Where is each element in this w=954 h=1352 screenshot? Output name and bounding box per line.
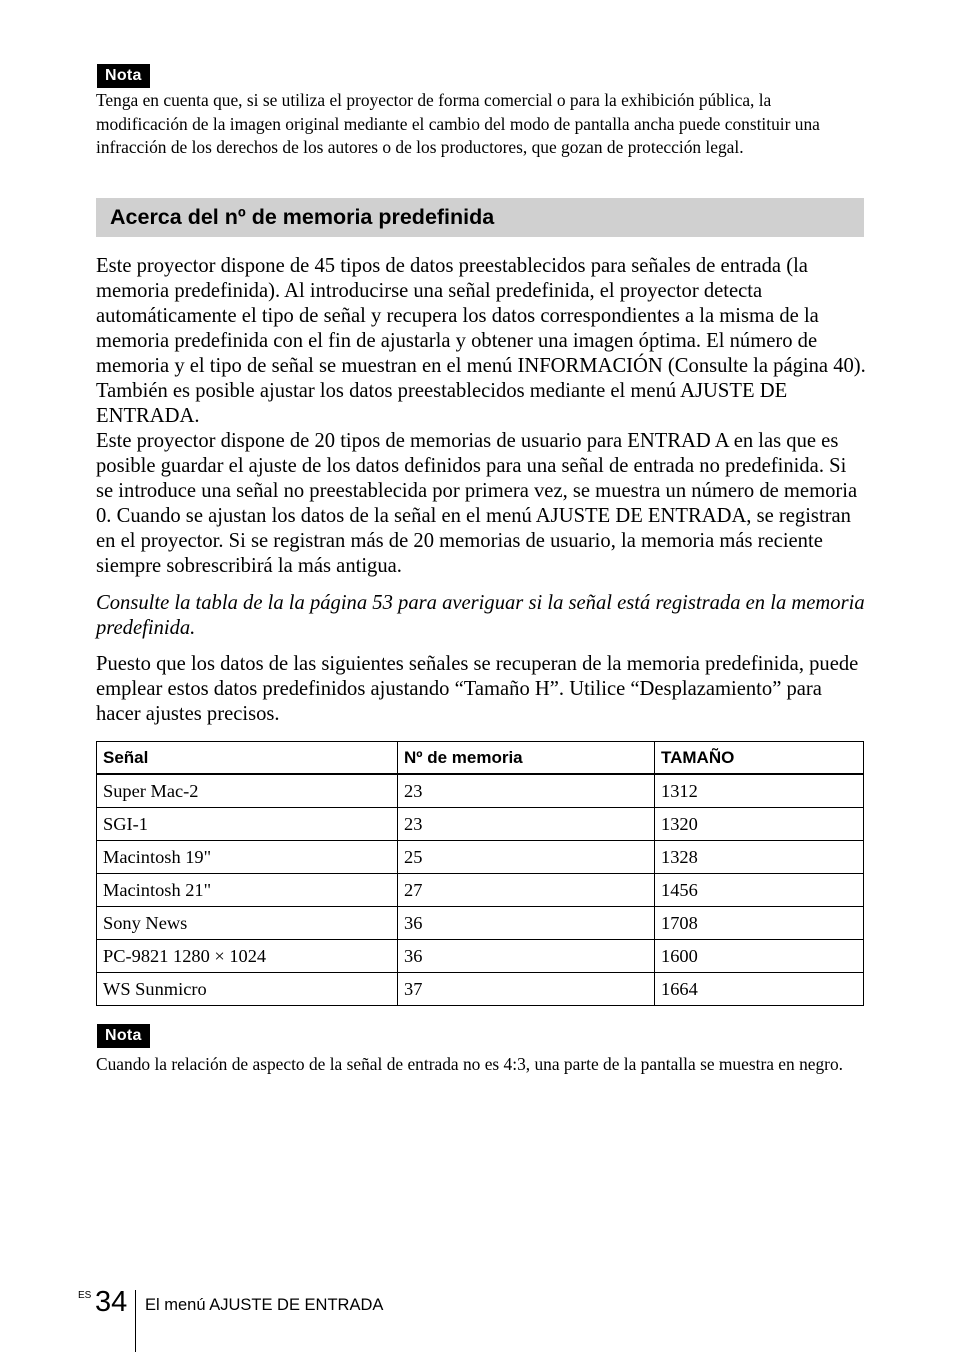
table-cell: 1328 bbox=[655, 841, 864, 874]
table-row bbox=[97, 973, 864, 1006]
table-cell: 23 bbox=[398, 774, 655, 808]
section-header bbox=[96, 198, 864, 237]
table-cell: 36 bbox=[398, 907, 655, 940]
note-text: Tenga en cuenta que, si se utiliza el proyector de forma comercial o para la exhibición pública, la modificación de la imagen original mediante el cambio del modo de pantalla ancha puede constituir una infracción de los derechos de los autores o de los productores, que gozan de protección legal. bbox=[96, 90, 820, 157]
table-cell: 25 bbox=[398, 841, 655, 874]
table-cell: SGI-1 bbox=[97, 808, 398, 841]
note-badge: Nota bbox=[97, 64, 150, 88]
header-cell: Señal bbox=[97, 742, 398, 775]
section-title: Acerca del nº de memoria predefinida bbox=[110, 205, 495, 229]
table-cell: 1708 bbox=[655, 907, 864, 940]
table-cell: PC-9821 1280 × 1024 bbox=[97, 940, 398, 973]
paragraph: Este proyector dispone de 45 tipos de datos preestablecidos para señales de entrada (la memoria predefinida). Al introducirse una señal predefinida, el proyector detecta automáticamente el tipo de señal y recupera los datos correspondientes a la misma de la memoria predefinida con el fin de ajustarla y obtener una imagen óptima. El número de memoria y el tipo de señal se muestran en el menú INFORMACIÓN (Consulte la página 40). También es posible ajustar los datos preestablecidos mediante el menú AJUSTE DE ENTRADA. bbox=[96, 255, 866, 427]
table-row bbox=[97, 774, 864, 808]
table-cell: 1664 bbox=[655, 973, 864, 1006]
table-cell: 1600 bbox=[655, 940, 864, 973]
table-cell: 1312 bbox=[655, 774, 864, 808]
page-number: 34 bbox=[95, 1286, 128, 1318]
table-cell: Sony News bbox=[97, 907, 398, 940]
table-row bbox=[97, 940, 864, 973]
header-cell: Nº de memoria bbox=[398, 742, 655, 775]
table-cell: Macintosh 21" bbox=[97, 874, 398, 907]
table-row bbox=[97, 841, 864, 874]
table-cell: 23 bbox=[398, 808, 655, 841]
body-paragraph-3 bbox=[96, 652, 866, 727]
table-cell: 37 bbox=[398, 973, 655, 1006]
table-cell: 36 bbox=[398, 940, 655, 973]
note-text: Cuando la relación de aspecto de la señal de entrada no es 4:3, una parte de la pantalla se muestra en negro. bbox=[96, 1054, 844, 1074]
footer-title: El menú AJUSTE DE ENTRADA bbox=[145, 1296, 384, 1314]
signal-table bbox=[96, 741, 864, 1006]
table-row bbox=[97, 808, 864, 841]
italic-note-text: Consulte la tabla de la la página 53 para averiguar si la señal está registrada en la memoria predefinida. bbox=[96, 592, 865, 639]
table-cell: 1456 bbox=[655, 874, 864, 907]
table-cell: WS Sunmicro bbox=[97, 973, 398, 1006]
table-row bbox=[97, 907, 864, 940]
paragraph: Puesto que los datos de las siguientes señales se recuperan de la memoria predefinida, puede emplear estos datos predefinidos ajustando “Tamaño H”. Utilice “Desplazamiento” para hacer ajustes precisos. bbox=[96, 653, 859, 725]
body-paragraphs bbox=[96, 254, 866, 579]
note-badge: Nota bbox=[97, 1024, 150, 1048]
header-cell: TAMAÑO bbox=[655, 742, 864, 775]
table-cell: Macintosh 19" bbox=[97, 841, 398, 874]
table-row bbox=[97, 874, 864, 907]
footer-divider bbox=[135, 1290, 136, 1352]
table-cell: 1320 bbox=[655, 808, 864, 841]
table-cell: Super Mac-2 bbox=[97, 774, 398, 808]
table-cell: 27 bbox=[398, 874, 655, 907]
footer-language: ES bbox=[78, 1290, 92, 1301]
italic-note bbox=[96, 591, 866, 641]
table-header-row bbox=[97, 742, 864, 775]
paragraph: Este proyector dispone de 20 tipos de memorias de usuario para ENTRAD A en las que es posible guardar el ajuste de los datos definidos para una señal de entrada no predefinida. Si se introduce una señal no preestablecida por primera vez, se muestra un número de memoria 0. Cuando se ajustan los datos de la señal en el menú AJUSTE DE ENTRADA, se registran en el proyector. Si se registran más de 20 memorias de usuario, la memoria más reciente siempre sobrescribirá la más antigua. bbox=[96, 430, 858, 577]
